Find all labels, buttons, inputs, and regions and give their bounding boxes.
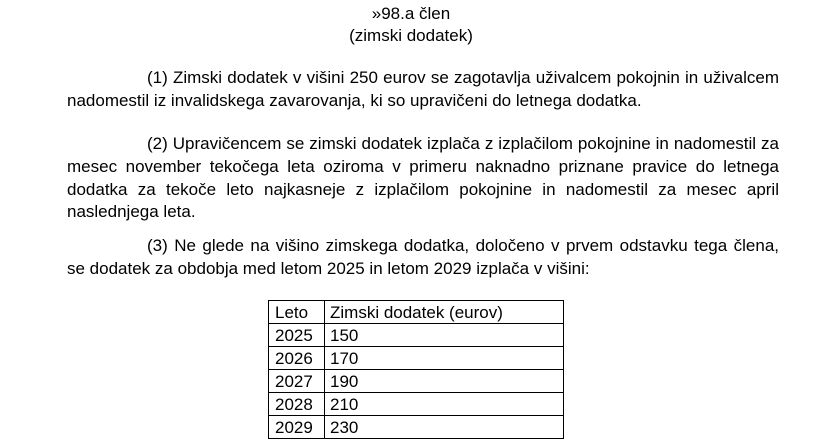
column-header-amount: Zimski dodatek (eurov) <box>325 301 564 324</box>
winter-allowance-table <box>268 300 564 439</box>
table-cell-amount: 170 <box>325 347 564 370</box>
column-header-year: Leto <box>269 301 325 324</box>
table-row <box>269 393 564 416</box>
table-row <box>269 347 564 370</box>
table-row <box>269 416 564 439</box>
table-row <box>269 370 564 393</box>
paragraph-1: (1) Zimski dodatek v višini 250 eurov se zagotavlja uživalcem pokojnin in uživalcem nadomestil iz invalidskega zavarovanja, ki so upravičeni do letnega dodatka. <box>67 68 779 110</box>
table-cell-amount: 230 <box>325 416 564 439</box>
table-cell-amount: 190 <box>325 370 564 393</box>
table-cell-year: 2026 <box>269 347 325 370</box>
table-cell-year: 2028 <box>269 393 325 416</box>
article-subtitle: (zimski dodatek) <box>349 26 473 45</box>
table-cell-year: 2029 <box>269 416 325 439</box>
article-title: »98.a člen <box>371 4 451 23</box>
table-cell-year: 2025 <box>269 324 325 347</box>
table-cell-amount: 150 <box>325 324 564 347</box>
table-header-row <box>269 301 564 324</box>
paragraph-3: (3) Ne glede na višino zimskega dodatka, določeno v prvem odstavku tega člena, se dodatek za obdobja med letom 2025 in letom 2029 izplača v višini: <box>67 236 779 278</box>
table-row <box>269 324 564 347</box>
paragraph-2: (2) Upravičencem se zimski dodatek izplača z izplačilom pokojnine in nadomestil za mesec november tekočega leta oziroma v primeru naknadno priznane pravice do letnega dodatka za tekoče leto najkasneje z izplačilom pokojnine in nadomestil za mesec april naslednjega leta. <box>67 134 779 222</box>
table-cell-year: 2027 <box>269 370 325 393</box>
table-cell-amount: 210 <box>325 393 564 416</box>
